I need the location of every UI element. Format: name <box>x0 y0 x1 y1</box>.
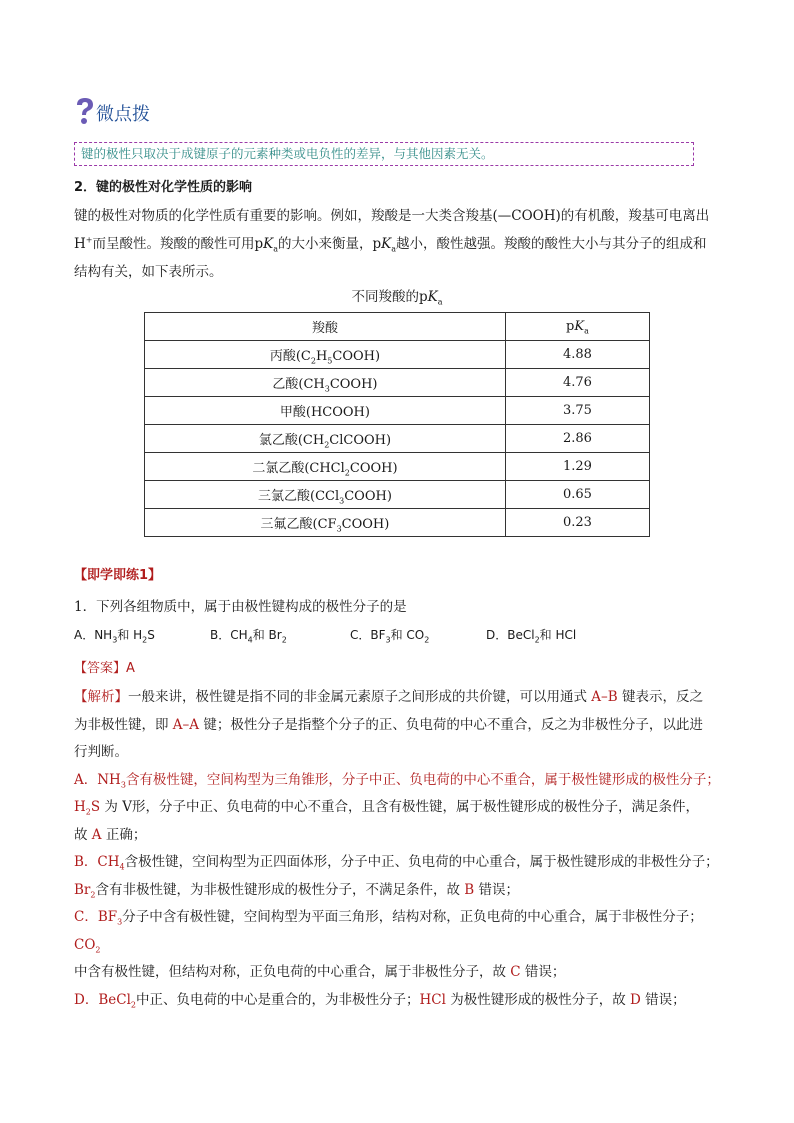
table-row <box>145 425 650 453</box>
pka-value: 1.29 <box>505 453 649 481</box>
header-acid: 羧酸 <box>145 313 506 341</box>
option-c: C．$BF_3$和 $CO_2$ <box>350 628 430 645</box>
table-row <box>145 481 650 509</box>
tip-header <box>74 96 150 126</box>
analysis-line: 为非极性键，即 A–A 键；极性分子是指整个分子的正、负电荷的中心不重合，反之为非极性分子，以此进 <box>74 716 703 733</box>
paragraph-line-1: 键的极性对物质的化学性质有重要的影响。例如，羧酸是一大类含羧基(—COOH)的有机酸，羧基可电离出 <box>74 208 710 224</box>
table-row <box>145 397 650 425</box>
answer-value: A <box>126 661 135 676</box>
practice-title: 【即学即练1】 <box>74 568 162 583</box>
analysis-option-a-line-2: $H_2S$ 为 V形，分子中正、负电荷的中心不重合，且含有极性键，属于极性键形成的极性分子，满足条件， <box>74 799 699 817</box>
pka-value: 2.86 <box>505 425 649 453</box>
question-text: 1．下列各组物质中，属于由极性键构成的极性分子的是 <box>74 599 407 615</box>
option-b: B．$CH_4$和 $Br_2$ <box>210 628 287 645</box>
acid-name: 氯乙酸$(CH_2ClCOOH)$ <box>145 425 506 453</box>
pka-value: 4.76 <box>505 369 649 397</box>
table-caption: 不同羧酸的$pK_a$ <box>351 289 443 307</box>
options-row <box>74 626 724 643</box>
pka-value: 0.23 <box>505 509 649 537</box>
table-row <box>145 453 650 481</box>
acid-name: 三氯乙酸(CCl$_3$COOH) <box>145 481 506 509</box>
table-row <box>145 509 650 537</box>
acid-name: 丙酸$(C_2H_5COOH)$ <box>145 341 506 369</box>
analysis-option-b-line-1: B．$CH_4$含极性键，空间构型为正四面体形，分子中正、负电荷的中心重合，属于极性键形成的非极性分子； <box>74 854 719 872</box>
header-pka: $pK_a$ <box>505 313 649 341</box>
analysis-option-c-line-1: C．$BF_3$分子中含有极性键，空间构型为平面三角形，结构对称，正负电荷的中心重合，属于非极性分子；$CO_2$ <box>74 909 703 955</box>
table-header-row <box>145 313 650 341</box>
question-mark-icon <box>74 96 96 126</box>
pka-value: 3.75 <box>505 397 649 425</box>
acid-name: 三氟乙酸$(CF_3COOH)$ <box>145 509 506 537</box>
analysis-option-c-line-2: 中含有极性键，但结构对称，正负电荷的中心重合，属于非极性分子，故 C 错误； <box>74 964 566 980</box>
acid-name: 甲酸(HCOOH) <box>145 397 506 425</box>
analysis-option-d-line-1: D．BeCl$_2$中正、负电荷的中心是重合的，为非极性分子；HCl 为极性键形成的极性分子，故 D 错误； <box>74 991 686 1010</box>
paragraph-line-2: H+而呈酸性。羧酸的酸性可用$pK_a$的大小来衡量，$pK_a$越小，酸性越强。羧酸的酸性大小与其分子的组成和 <box>74 235 707 254</box>
table-row <box>145 341 650 369</box>
pka-value: 4.88 <box>505 341 649 369</box>
tip-title: 微点拨 <box>96 104 150 125</box>
paragraph-line-3: 结构有关，如下表所示。 <box>74 264 223 280</box>
tip-box: 键的极性只取决于成键原子的元素种类或电负性的差异，与其他因素无关。 <box>74 142 694 166</box>
option-d: D．BeCl$_2$和 HCl <box>486 628 577 645</box>
analysis-line: 行判断。 <box>74 744 128 760</box>
pka-value: 0.65 <box>505 481 649 509</box>
analysis-option-a-line-3: 故 A 正确； <box>74 826 147 843</box>
analysis-line: 【解析】一般来讲，极性键是指不同的非金属元素原子之间形成的共价键，可以用通式 A–B 键表示，反之 <box>74 689 704 705</box>
analysis-block <box>74 684 724 1014</box>
analysis-option-a-line-1: A．$NH_3$含有极性键，空间构型为三角锥形，分子中正、负电荷的中心不重合，属于极性键形成的极性分子； <box>74 771 720 790</box>
section-paragraph <box>74 202 724 286</box>
analysis-option-b-line-2: $Br_2$含有非极性键，为非极性键形成的极性分子，不满足条件，故 B 错误； <box>74 881 519 900</box>
acid-name: 乙酸$(CH_3COOH)$ <box>145 369 506 397</box>
pka-table <box>144 312 650 537</box>
acid-name: 二氯乙酸(CHCl$_2$COOH) <box>145 453 506 481</box>
option-a: A．$NH_3$和 $H_2S$ <box>74 628 155 645</box>
table-row <box>145 369 650 397</box>
answer-line: 【答案】A <box>74 661 135 676</box>
section-title: 2．键的极性对化学性质的影响 <box>74 180 253 195</box>
